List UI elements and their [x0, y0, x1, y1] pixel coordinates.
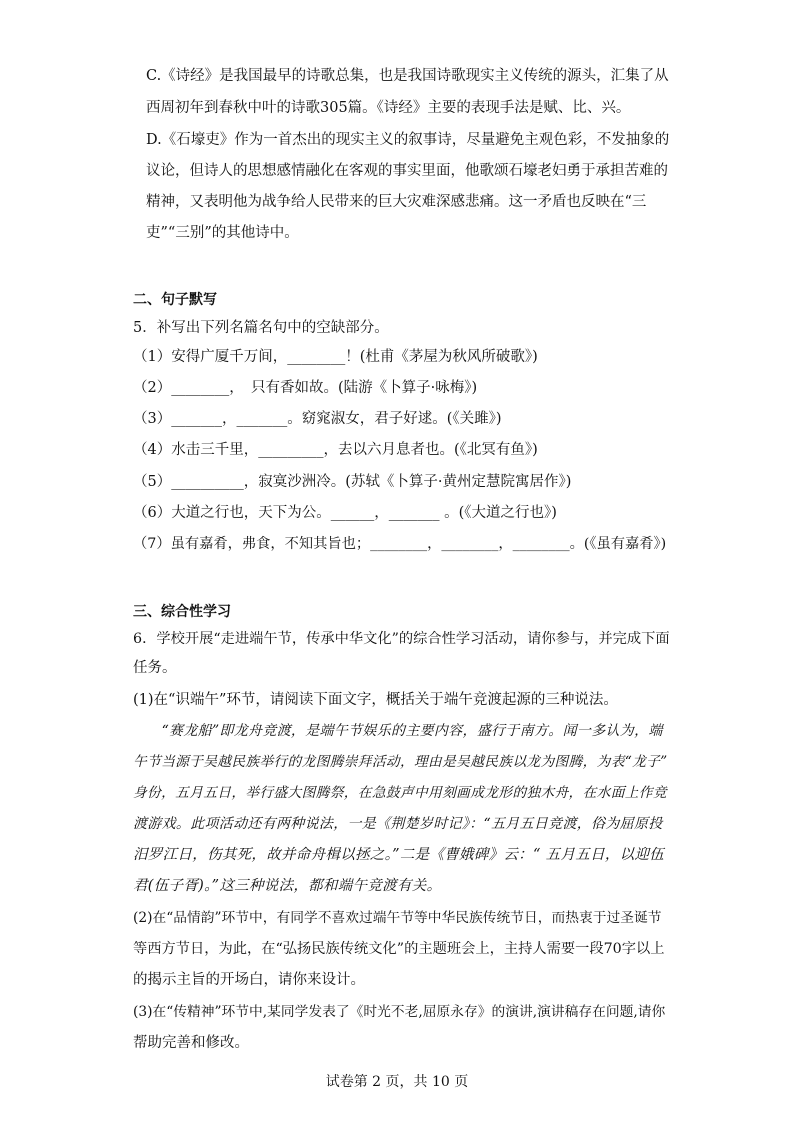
question-6-line-1: 6．学校开展“走进端午节，传承中华文化”的综合性学习活动，请你参与，并完成下面 [133, 631, 670, 647]
section-2-heading: 二、句子默写 [133, 292, 217, 308]
task-2-line-3: 的揭示主旨的开场白，请你来设计。 [133, 972, 365, 988]
question-6-line-2: 任务。 [133, 660, 177, 676]
passage-line-5: 汨罗江日，伤其死，故并命舟楫以拯之。”二是《曹娥碑》云：“ 五月五日，以迎伍 [133, 847, 665, 863]
task-2-line-2: 等西方节日，为此，在“弘扬民族传统文化”的主题班会上，主持人需要一段70字以上 [133, 941, 665, 957]
option-c-line-1: C.《诗经》是我国最早的诗歌总集，也是我国诗歌现实主义传统的源头，汇集了从 [146, 68, 669, 84]
question-5: 5．补写出下列名篇名句中的空缺部分。 [133, 320, 389, 336]
page-footer: 试卷第 2 页，共 10 页 [325, 1074, 469, 1090]
option-d-line-1: D.《石壕吏》作为一首杰出的现实主义的叙事诗，尽量避免主观色彩，不发抽象的 [146, 132, 670, 148]
passage-line-4: 渡游戏。此项活动还有两种说法，一是《荆楚岁时记》：“五月五日竞渡，俗为屈原投 [133, 816, 663, 832]
passage-line-6: 君(伍子胥)。”这三种说法，都和端午竞渡有关。 [133, 878, 442, 894]
passage-line-2: 午节当源于吴越民族举行的龙图腾崇拜活动，理由是吴越民族以龙为图腾，为表“龙子” [133, 754, 668, 770]
task-1: (1)在“识端午”环节，请阅读下面文字，概括关于端午竞渡起源的三种说法。 [133, 692, 618, 708]
fill-item-2: （2）________， 只有香如故。(陆游《卜算子·咏梅》) [133, 380, 478, 396]
section-3-heading: 三、综合性学习 [133, 604, 231, 620]
option-d-line-2: 议论，但诗人的思想感情融化在客观的事实里面，他歌颂石壕老妇勇于承担苦难的 [146, 163, 668, 179]
option-c-line-2: 西周初年到春秋中叶的诗歌305篇。《诗经》主要的表现手法是赋、比、兴。 [146, 100, 631, 116]
option-d-line-4: 吏”“三别”的其他诗中。 [146, 225, 299, 241]
task-2-line-1: (2)在“品情韵”环节中，有同学不喜欢过端午节等中华民族传统节日，而热衷于过圣诞节 [133, 910, 662, 926]
fill-item-5: （5）__________，寂寞沙洲冷。(苏轼《卜算子·黄州定慧院寓居作》) [133, 474, 572, 490]
task-3-line-2: 帮助完善和修改。 [133, 1035, 249, 1051]
fill-item-1: （1）安得广厦千万间，________！(杜甫《茅屋为秋风所破歌》) [133, 349, 538, 365]
fill-item-3: （3）_______，_______。窈窕淑女，君子好逑。(《关雎》) [133, 411, 502, 427]
fill-item-7: （7）虽有嘉肴，弗食，不知其旨也；________，________，________。(《虽有嘉肴》) [133, 536, 667, 552]
task-3-line-1: (3)在“传精神”环节中,某同学发表了《时光不老,屈原永存》的演讲,演讲稿存在问题,请你 [133, 1004, 666, 1020]
option-d-line-3: 精神，又表明他为战争给人民带来的巨大灾难深感悲痛。这一矛盾也反映在“三 [146, 194, 647, 210]
fill-item-6: （6）大道之行也，天下为公。______，_______ 。(《大道之行也》) [133, 505, 557, 521]
passage-line-3: 身份，五月五日，举行盛大图腾祭，在急鼓声中用刻画成龙形的独木舟，在水面上作竞 [133, 785, 667, 801]
passage-line-1: “赛龙船”即龙舟竞渡，是端午节娱乐的主要内容，盛行于南方。闻一多认为，端 [133, 723, 663, 739]
fill-item-4: （4）水击三千里，_________，去以六月息者也。(《北冥有鱼》) [133, 442, 538, 458]
